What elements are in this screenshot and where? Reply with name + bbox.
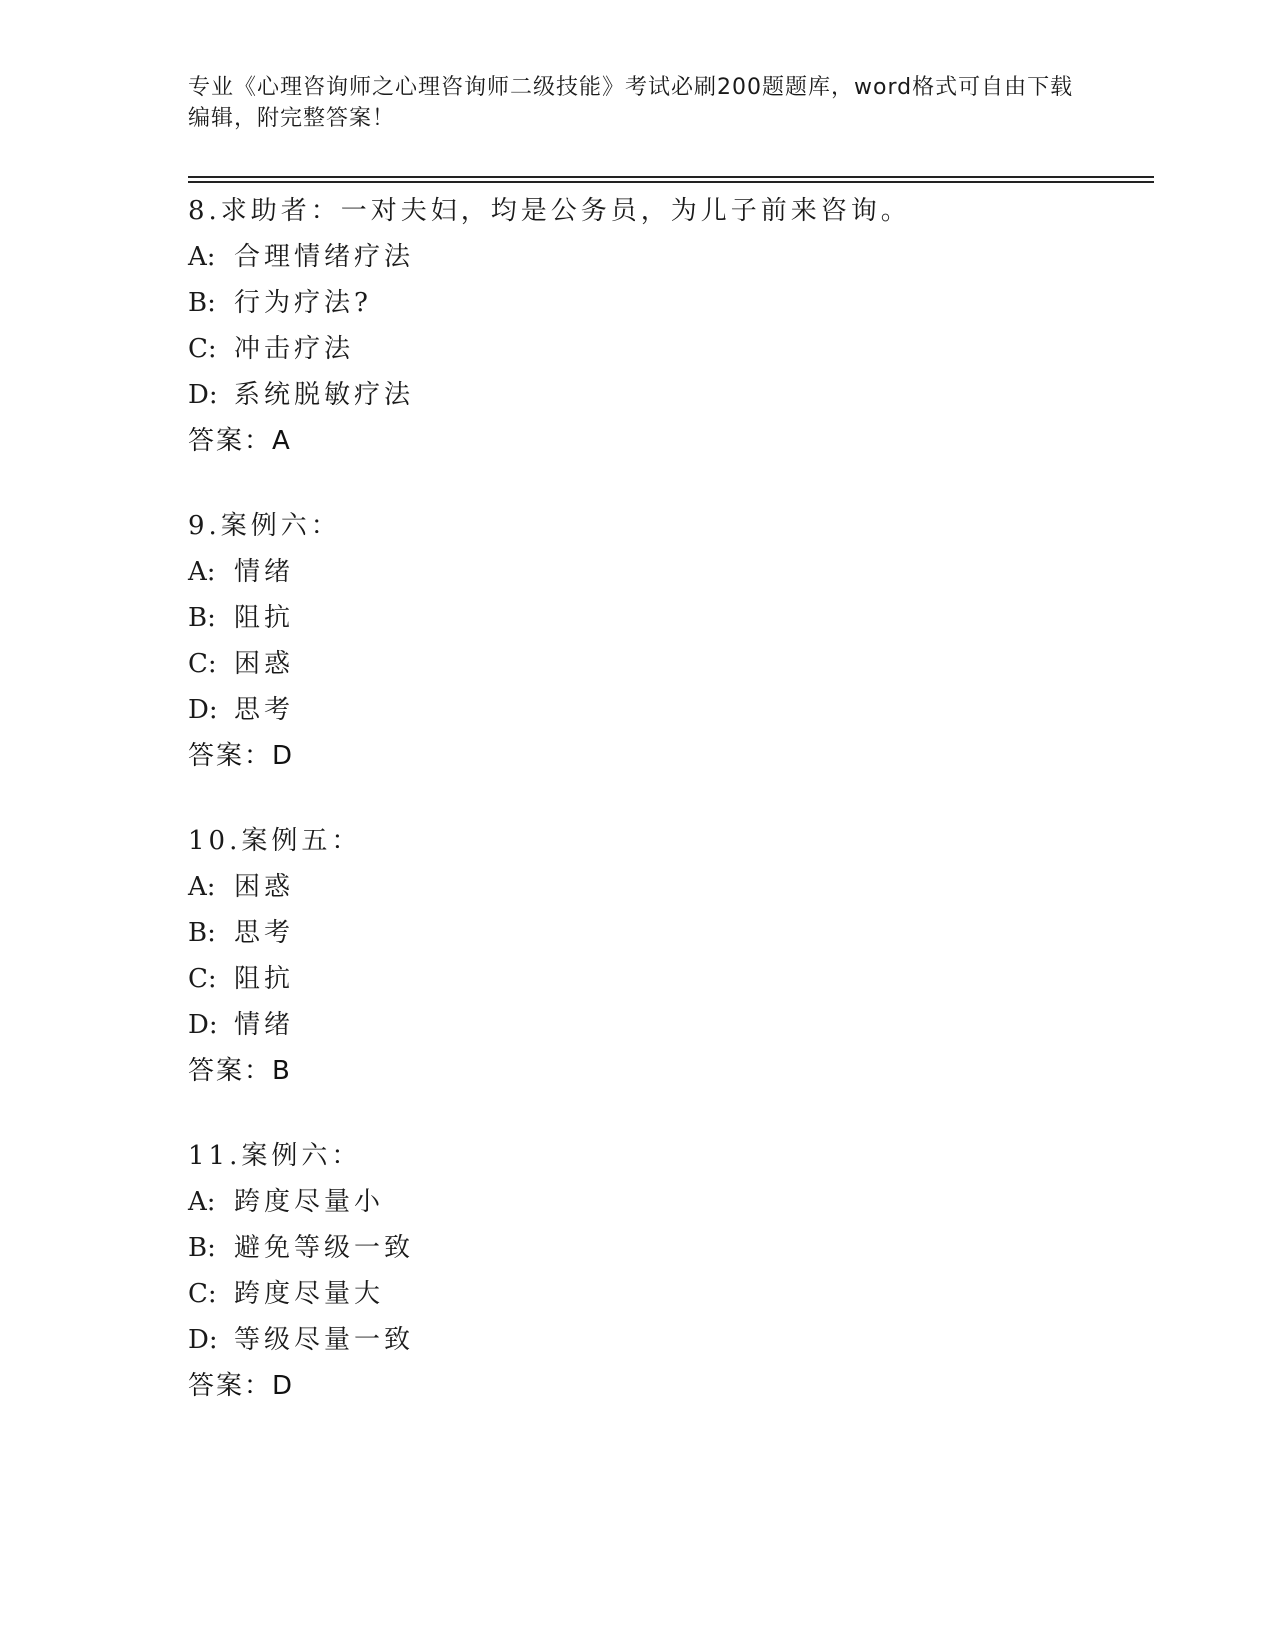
option-letter: B: — [188, 288, 216, 318]
option-text: 情绪 — [234, 1010, 295, 1040]
option-text: 冲击疗法 — [234, 334, 355, 364]
option-letter: A: — [188, 557, 216, 587]
option-b — [188, 595, 1148, 641]
question-stem: 9.案例六： — [188, 511, 341, 541]
option-letter: B: — [188, 918, 216, 948]
option-letter: D: — [188, 1325, 218, 1355]
option-letter: B: — [188, 1233, 216, 1263]
option-letter: C: — [188, 649, 217, 679]
option-text: 思考 — [234, 918, 295, 948]
question-8 — [188, 188, 1148, 464]
option-a — [188, 864, 1148, 910]
question-list — [188, 188, 1148, 1448]
option-text: 合理情绪疗法 — [234, 242, 415, 272]
option-text: 情绪 — [234, 557, 295, 587]
option-text: 阻抗 — [234, 603, 295, 633]
option-letter: D: — [188, 1010, 218, 1040]
option-letter: A: — [188, 872, 216, 902]
document-header: 专业《心理咨询师之心理咨询师二级技能》考试必刷200题题库，word格式可自由下载编辑，附完整答案！ — [188, 75, 1074, 131]
answer-line: 答案：A — [188, 426, 292, 456]
option-letter: B: — [188, 603, 216, 633]
option-text: 困惑 — [234, 872, 295, 902]
option-text: 行为疗法? — [234, 288, 372, 318]
option-letter: C: — [188, 1279, 217, 1309]
option-a — [188, 549, 1148, 595]
option-c — [188, 1271, 1148, 1317]
option-text: 等级尽量一致 — [234, 1325, 415, 1355]
question-stem: 10.案例五： — [188, 826, 362, 856]
option-letter: C: — [188, 964, 217, 994]
question-10 — [188, 818, 1148, 1094]
option-letter: D: — [188, 380, 218, 410]
answer-line: 答案：D — [188, 1371, 295, 1401]
option-letter: A: — [188, 242, 216, 272]
option-d — [188, 687, 1148, 733]
option-c — [188, 326, 1148, 372]
option-b — [188, 1225, 1148, 1271]
option-text: 避免等级一致 — [234, 1233, 415, 1263]
option-a — [188, 234, 1148, 280]
answer-line: 答案：D — [188, 741, 295, 771]
option-letter: C: — [188, 334, 217, 364]
option-d — [188, 1317, 1148, 1363]
question-stem: 11.案例六： — [188, 1141, 362, 1171]
header-divider-bottom — [188, 181, 1154, 183]
option-c — [188, 641, 1148, 687]
header-divider-top — [188, 176, 1154, 178]
option-text: 跨度尽量小 — [234, 1187, 385, 1217]
option-text: 思考 — [234, 695, 295, 725]
option-letter: D: — [188, 695, 218, 725]
option-d — [188, 372, 1148, 418]
option-c — [188, 956, 1148, 1002]
option-a — [188, 1179, 1148, 1225]
question-11 — [188, 1133, 1148, 1409]
question-stem: 8.求助者：一对夫妇，均是公务员，为儿子前来咨询。 — [188, 196, 911, 226]
question-9 — [188, 503, 1148, 779]
option-text: 困惑 — [234, 649, 295, 679]
option-b — [188, 280, 1148, 326]
option-text: 系统脱敏疗法 — [234, 380, 415, 410]
option-d — [188, 1002, 1148, 1048]
answer-line: 答案：B — [188, 1056, 292, 1086]
option-letter: A: — [188, 1187, 216, 1217]
option-text: 跨度尽量大 — [234, 1279, 385, 1309]
option-text: 阻抗 — [234, 964, 295, 994]
option-b — [188, 910, 1148, 956]
